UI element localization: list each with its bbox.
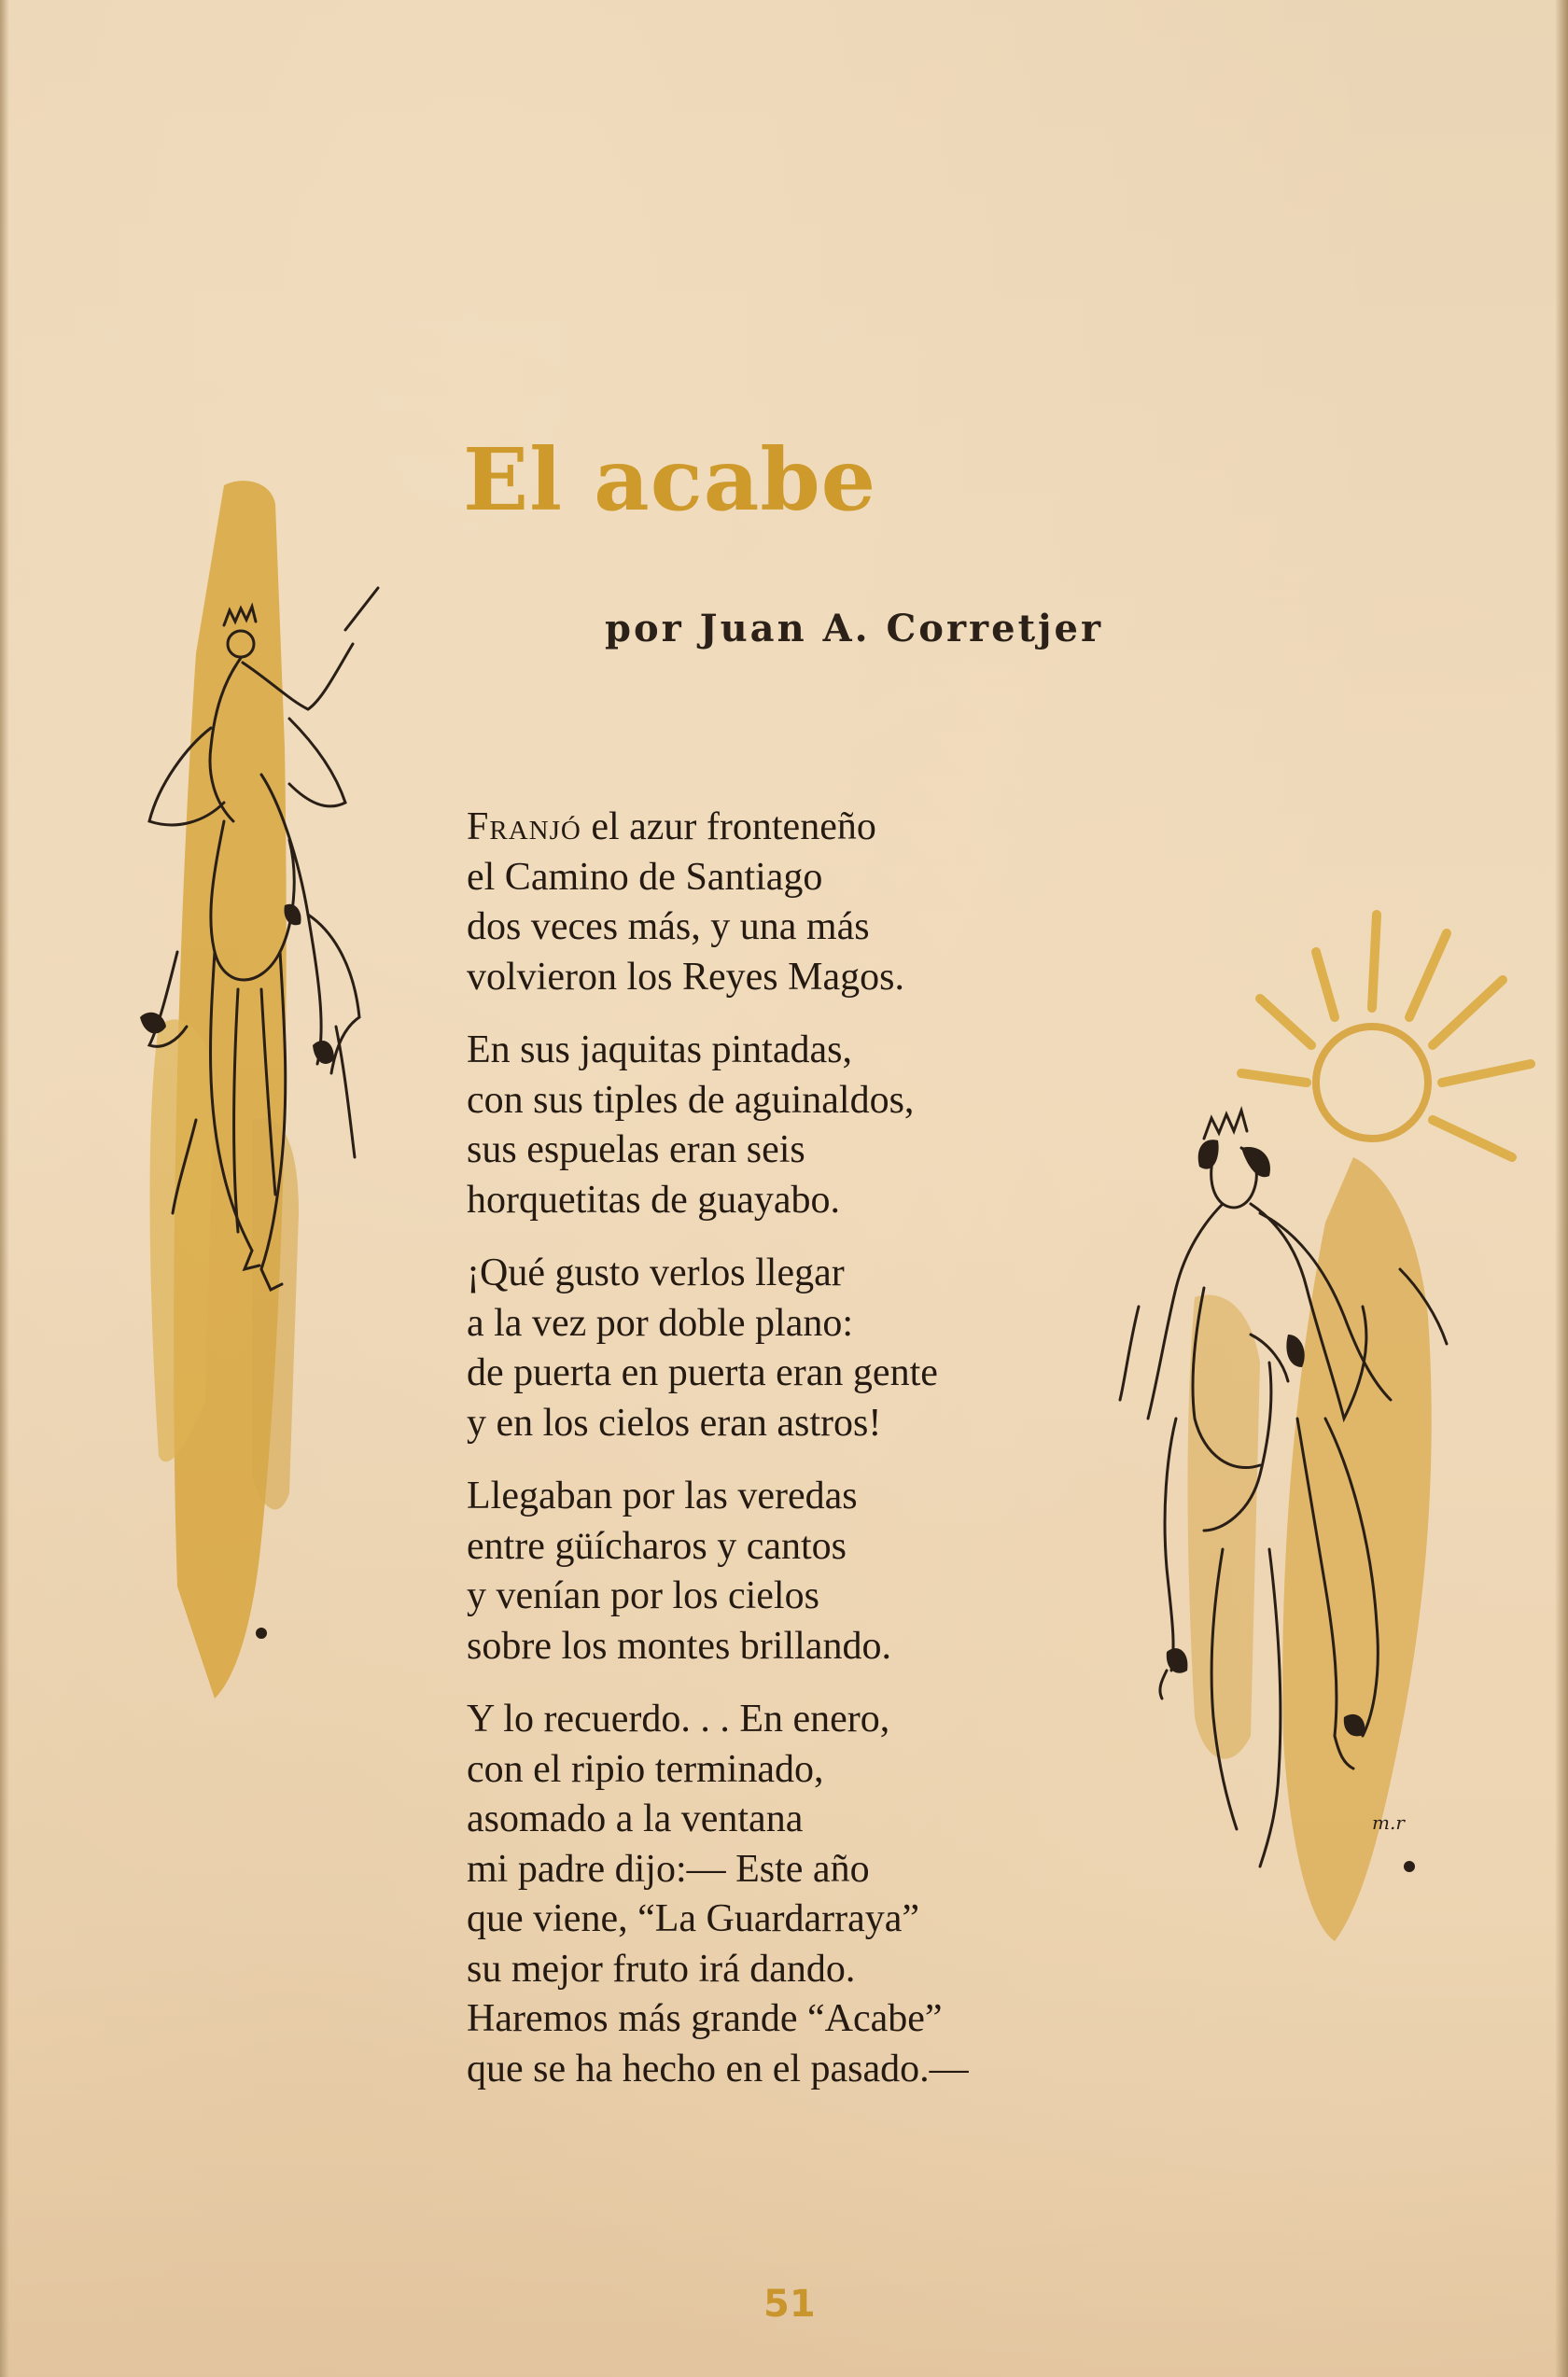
poem-stanza-1: [467, 803, 1139, 1002]
author-byline: por Juan A. Corretjer: [605, 607, 1104, 650]
poem-line: Haremos más grande “Acabe”: [467, 1997, 943, 2040]
poem-line: que se ha hecho en el pasado.—: [467, 2047, 969, 2090]
left-king-illustration: [121, 467, 429, 1708]
opening-line-rest: el azur fronteneño: [581, 805, 876, 848]
poem-line: volvieron los Reyes Magos.: [467, 955, 904, 999]
poem-stanza-5: [467, 1695, 1139, 2094]
poem-line: y venían por los cielos: [467, 1574, 819, 1617]
poem-line: dos veces más, y una más: [467, 905, 870, 948]
opening-word: Franjó: [467, 805, 581, 848]
poem-body: [467, 803, 1139, 2118]
poem-line: horquetitas de guayabo.: [467, 1178, 841, 1222]
poem-line: Y lo recuerdo. . . En enero,: [467, 1698, 890, 1741]
poem-line: En sus jaquitas pintadas,: [467, 1028, 852, 1071]
poem-line: [467, 803, 1139, 853]
page-number: 51: [763, 2283, 816, 2326]
poem-line: con el ripio terminado,: [467, 1747, 824, 1791]
poem-line: con sus tiples de aguinaldos,: [467, 1078, 915, 1122]
poem-line: ¡Qué gusto verlos llegar: [467, 1251, 845, 1294]
page-title: El acabe: [463, 429, 877, 530]
poem-line: de puerta en puerta eran gente: [467, 1351, 938, 1394]
poem-line: a la vez por doble plano:: [467, 1301, 854, 1345]
poem-stanza-3: [467, 1249, 1139, 1448]
poem-line: mi padre dijo:— Este año: [467, 1847, 870, 1891]
poem-line: el Camino de Santiago: [467, 855, 823, 899]
poem-line: sus espuelas eran seis: [467, 1128, 805, 1171]
poem-stanza-4: [467, 1472, 1139, 1671]
poem-line: sobre los montes brillando.: [467, 1624, 891, 1668]
illustrator-signature: m.r: [1372, 1811, 1405, 1834]
poem-line: que viene, “La Guardarraya”: [467, 1897, 920, 1940]
poem-stanza-2: [467, 1026, 1139, 1225]
poem-line: asomado a la ventana: [467, 1797, 804, 1840]
right-king-with-sun-illustration: [1111, 896, 1559, 1997]
poem-line: Llegaban por las veredas: [467, 1475, 858, 1517]
poem-line: entre güícharos y cantos: [467, 1524, 847, 1568]
poem-line: y en los cielos eran astros!: [467, 1401, 882, 1445]
page-edge-left: [0, 0, 9, 2377]
poem-line: su mejor fruto irá dando.: [467, 1947, 856, 1991]
